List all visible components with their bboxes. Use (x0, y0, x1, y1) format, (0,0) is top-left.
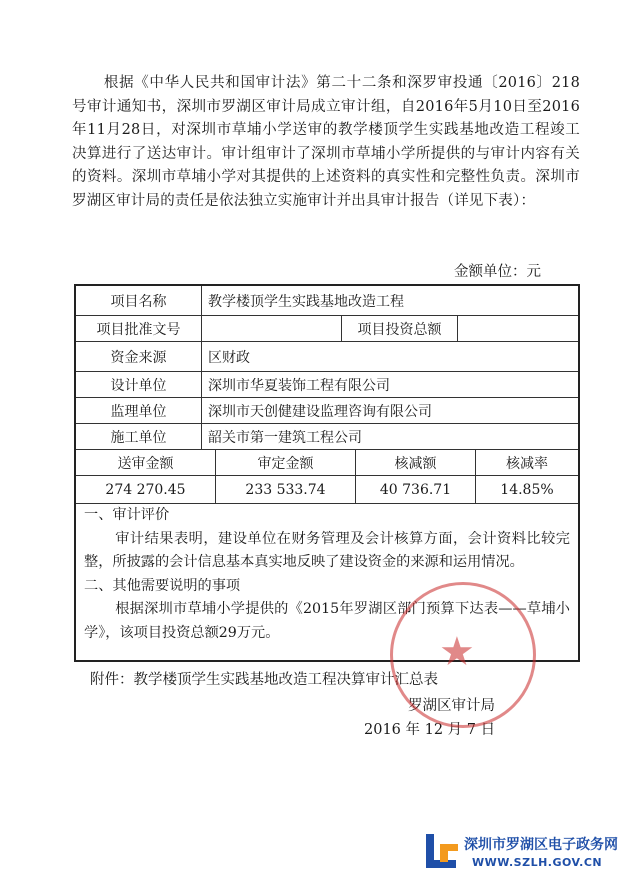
other-matters-paragraph: 根据深圳市草埔小学提供的《2015年罗湖区部门预算下达表——草埔小学》，该项目投资总额29万元。 (84, 601, 570, 641)
issuing-organization: 罗湖区审计局 (408, 698, 495, 714)
site-watermark-logo (424, 828, 634, 884)
submitted-amount-value: 274 270.45 (76, 476, 216, 503)
watermark-site-url: WWW.SZLH.GOV.CN (472, 856, 603, 869)
approved-amount-value: 233 533.74 (216, 476, 356, 503)
intro-paragraph: 根据《中华人民共和国审计法》第二十二条和深罗审投通〔2016〕218号审计通知书，深圳市罗湖区审计局成立审计组，自2016年5月10日至2016年11月28日，对深圳市草埔小学送审的教学楼顶学生实践基地改造工程竣工决算进行了送达审计。审计组审计了深圳市草埔小学所提供的与审计内容有关的资料。深圳市草埔小学对其提供的上述资料的真实性和完整性负责。深圳市罗湖区审计局的责任是依法独立实施审计并出具审计报告（详见下表）： (72, 75, 580, 209)
submitted-amount-header: 送审金额 (76, 450, 216, 475)
fund-source-value: 区财政 (208, 349, 250, 366)
intro-paragraph-block (72, 72, 580, 214)
project-name-value: 教学楼顶学生实践基地改造工程 (208, 293, 404, 310)
evaluation-paragraph: 审计结果表明，建设单位在财务管理及会计核算方面，会计资料比较完整，所披露的会计信息基本真实地反映了建设资金的来源和运用情况。 (84, 530, 570, 571)
table-row-design (76, 372, 578, 398)
reduction-amount-value: 40 736.71 (356, 476, 476, 503)
table-row-construction (76, 424, 578, 450)
design-unit-label: 设计单位 (76, 372, 202, 397)
approval-no-label: 项目批准文号 (76, 316, 202, 341)
supervision-unit-label: 监理单位 (76, 398, 202, 423)
table-row-amount-values (76, 476, 578, 504)
watermark-site-name: 深圳市罗湖区电子政务网 (464, 837, 618, 853)
construction-unit-label: 施工单位 (76, 424, 202, 449)
construction-unit-value: 韶关市第一建筑工程公司 (208, 429, 362, 446)
investment-total-value (458, 316, 578, 341)
table-row-supervision (76, 398, 578, 424)
reduction-amount-header: 核减额 (356, 450, 476, 475)
table-row-fund-source (76, 342, 578, 372)
official-seal-stamp (390, 582, 536, 728)
approval-no-value (202, 316, 342, 341)
fund-source-label: 资金来源 (76, 342, 202, 371)
lh-logo-icon (424, 830, 460, 874)
seal-star-icon: ★ (439, 629, 475, 675)
reduction-rate-value: 14.85% (500, 481, 554, 498)
supervision-unit-value: 深圳市天创健建设监理咨询有限公司 (208, 403, 432, 420)
table-row-amount-headers (76, 450, 578, 476)
other-matters-heading: 二、其他需要说明的事项 (84, 577, 241, 594)
table-row-approval (76, 316, 578, 342)
table-row-project-name (76, 286, 578, 316)
amount-unit-label: 金额单位：元 (454, 264, 541, 280)
issue-date: 2016 年 12 月 7 日 (364, 722, 496, 738)
design-unit-value: 深圳市华夏装饰工程有限公司 (208, 377, 390, 394)
attachment-note: 附件：教学楼顶学生实践基地改造工程决算审计汇总表 (90, 672, 438, 688)
investment-total-label: 项目投资总额 (342, 316, 458, 341)
reduction-rate-header: 核减率 (506, 455, 548, 472)
approved-amount-header: 审定金额 (216, 450, 356, 475)
project-name-label: 项目名称 (76, 286, 202, 315)
evaluation-heading: 一、审计评价 (84, 507, 170, 523)
